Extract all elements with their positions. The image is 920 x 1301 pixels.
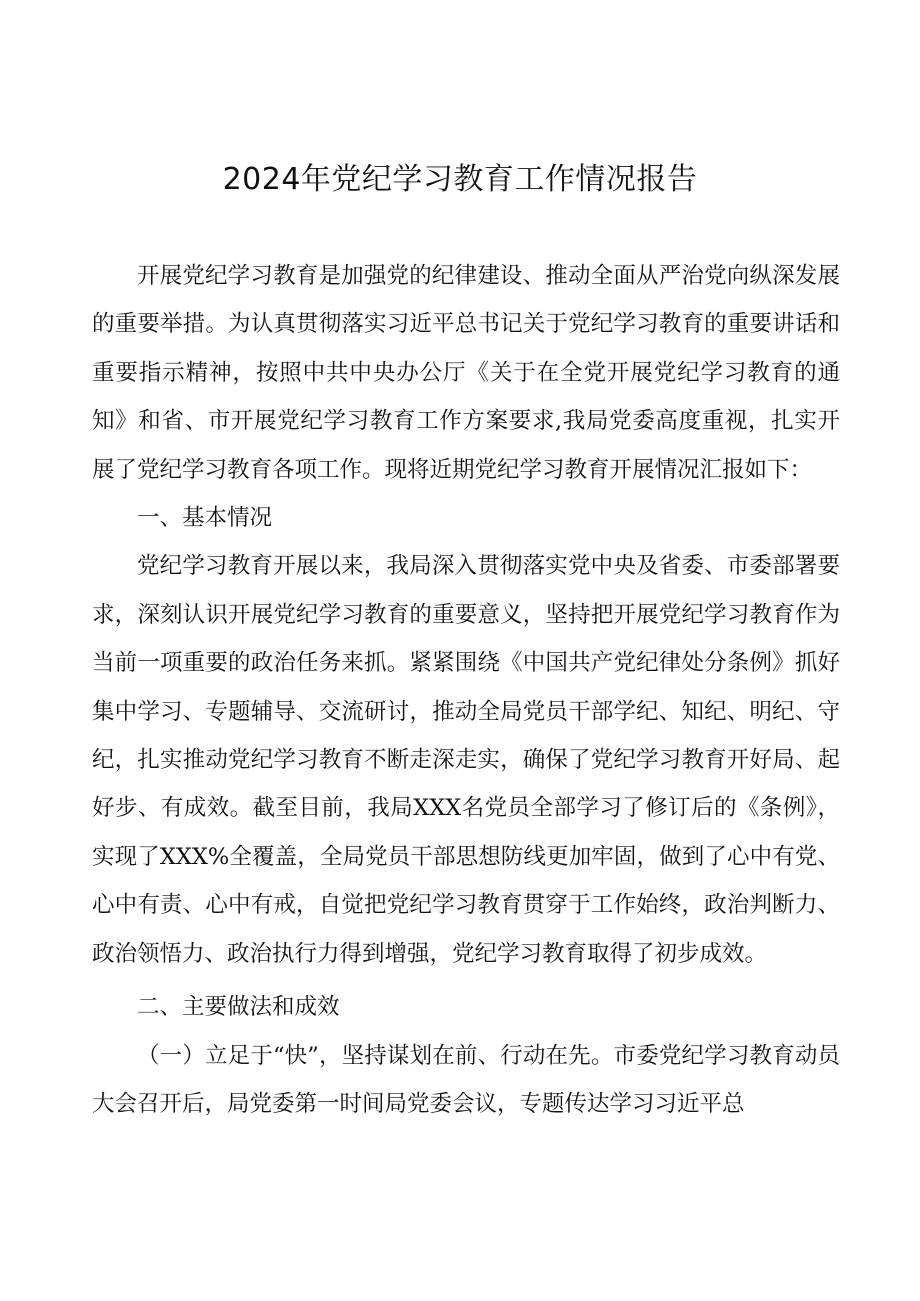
document-title: 2024年党纪学习教育工作情况报告 — [222, 162, 698, 197]
intro-paragraph: 开展党纪学习教育是加强党的纪律建设、推动全面从严治党向纵深发展的重要举措。为认真贯彻落实习近平总书记关于党纪学习教育的重要讲话和重要指示精神，按照中共中央办公厅《关于在全党开展党纪学习教育的通知》和省、市开展党纪学习教育工作方案要求,我局党委高度重视，扎实开展了党纪学习教育各项工作。现将近期党纪学习教育开展情况汇报如下： — [92, 263, 840, 483]
section-1-heading: 一、基本情况 — [137, 505, 273, 532]
section-2-paragraph: （一）立足于“快”，坚持谋划在前、行动在先。市委党纪学习教育动员大会召开后，局党委第一时间局党委会议，专题传达学习习近平总 — [92, 1042, 840, 1117]
section-1-paragraph: 党纪学习教育开展以来，我局深入贯彻落实党中央及省委、市委部署要求，深刻认识开展党纪学习教育的重要意义，坚持把开展党纪学习教育作为当前一项重要的政治任务来抓。紧紧围绕《中国共产党纪律处分条例》抓好集中学习、专题辅导、交流研讨，推动全局党员干部学纪、知纪、明纪、守纪，扎实推动党纪学习教育不断走深走实，确保了党纪学习教育开好局、起好步、有成效。截至目前，我局XXX名党员全部学习了修订后的《条例》，实现了XXX%全覆盖，全局党员干部思想防线更加牢固，做到了心中有党、心中有责、心中有戒，自觉把党纪学习教育贯穿于工作始终，政治判断力、政治领悟力、政治执行力得到增强，党纪学习教育取得了初步成效。 — [92, 553, 840, 967]
document-body — [92, 252, 840, 1128]
section-2-heading: 二、主要做法和成效 — [137, 994, 340, 1021]
